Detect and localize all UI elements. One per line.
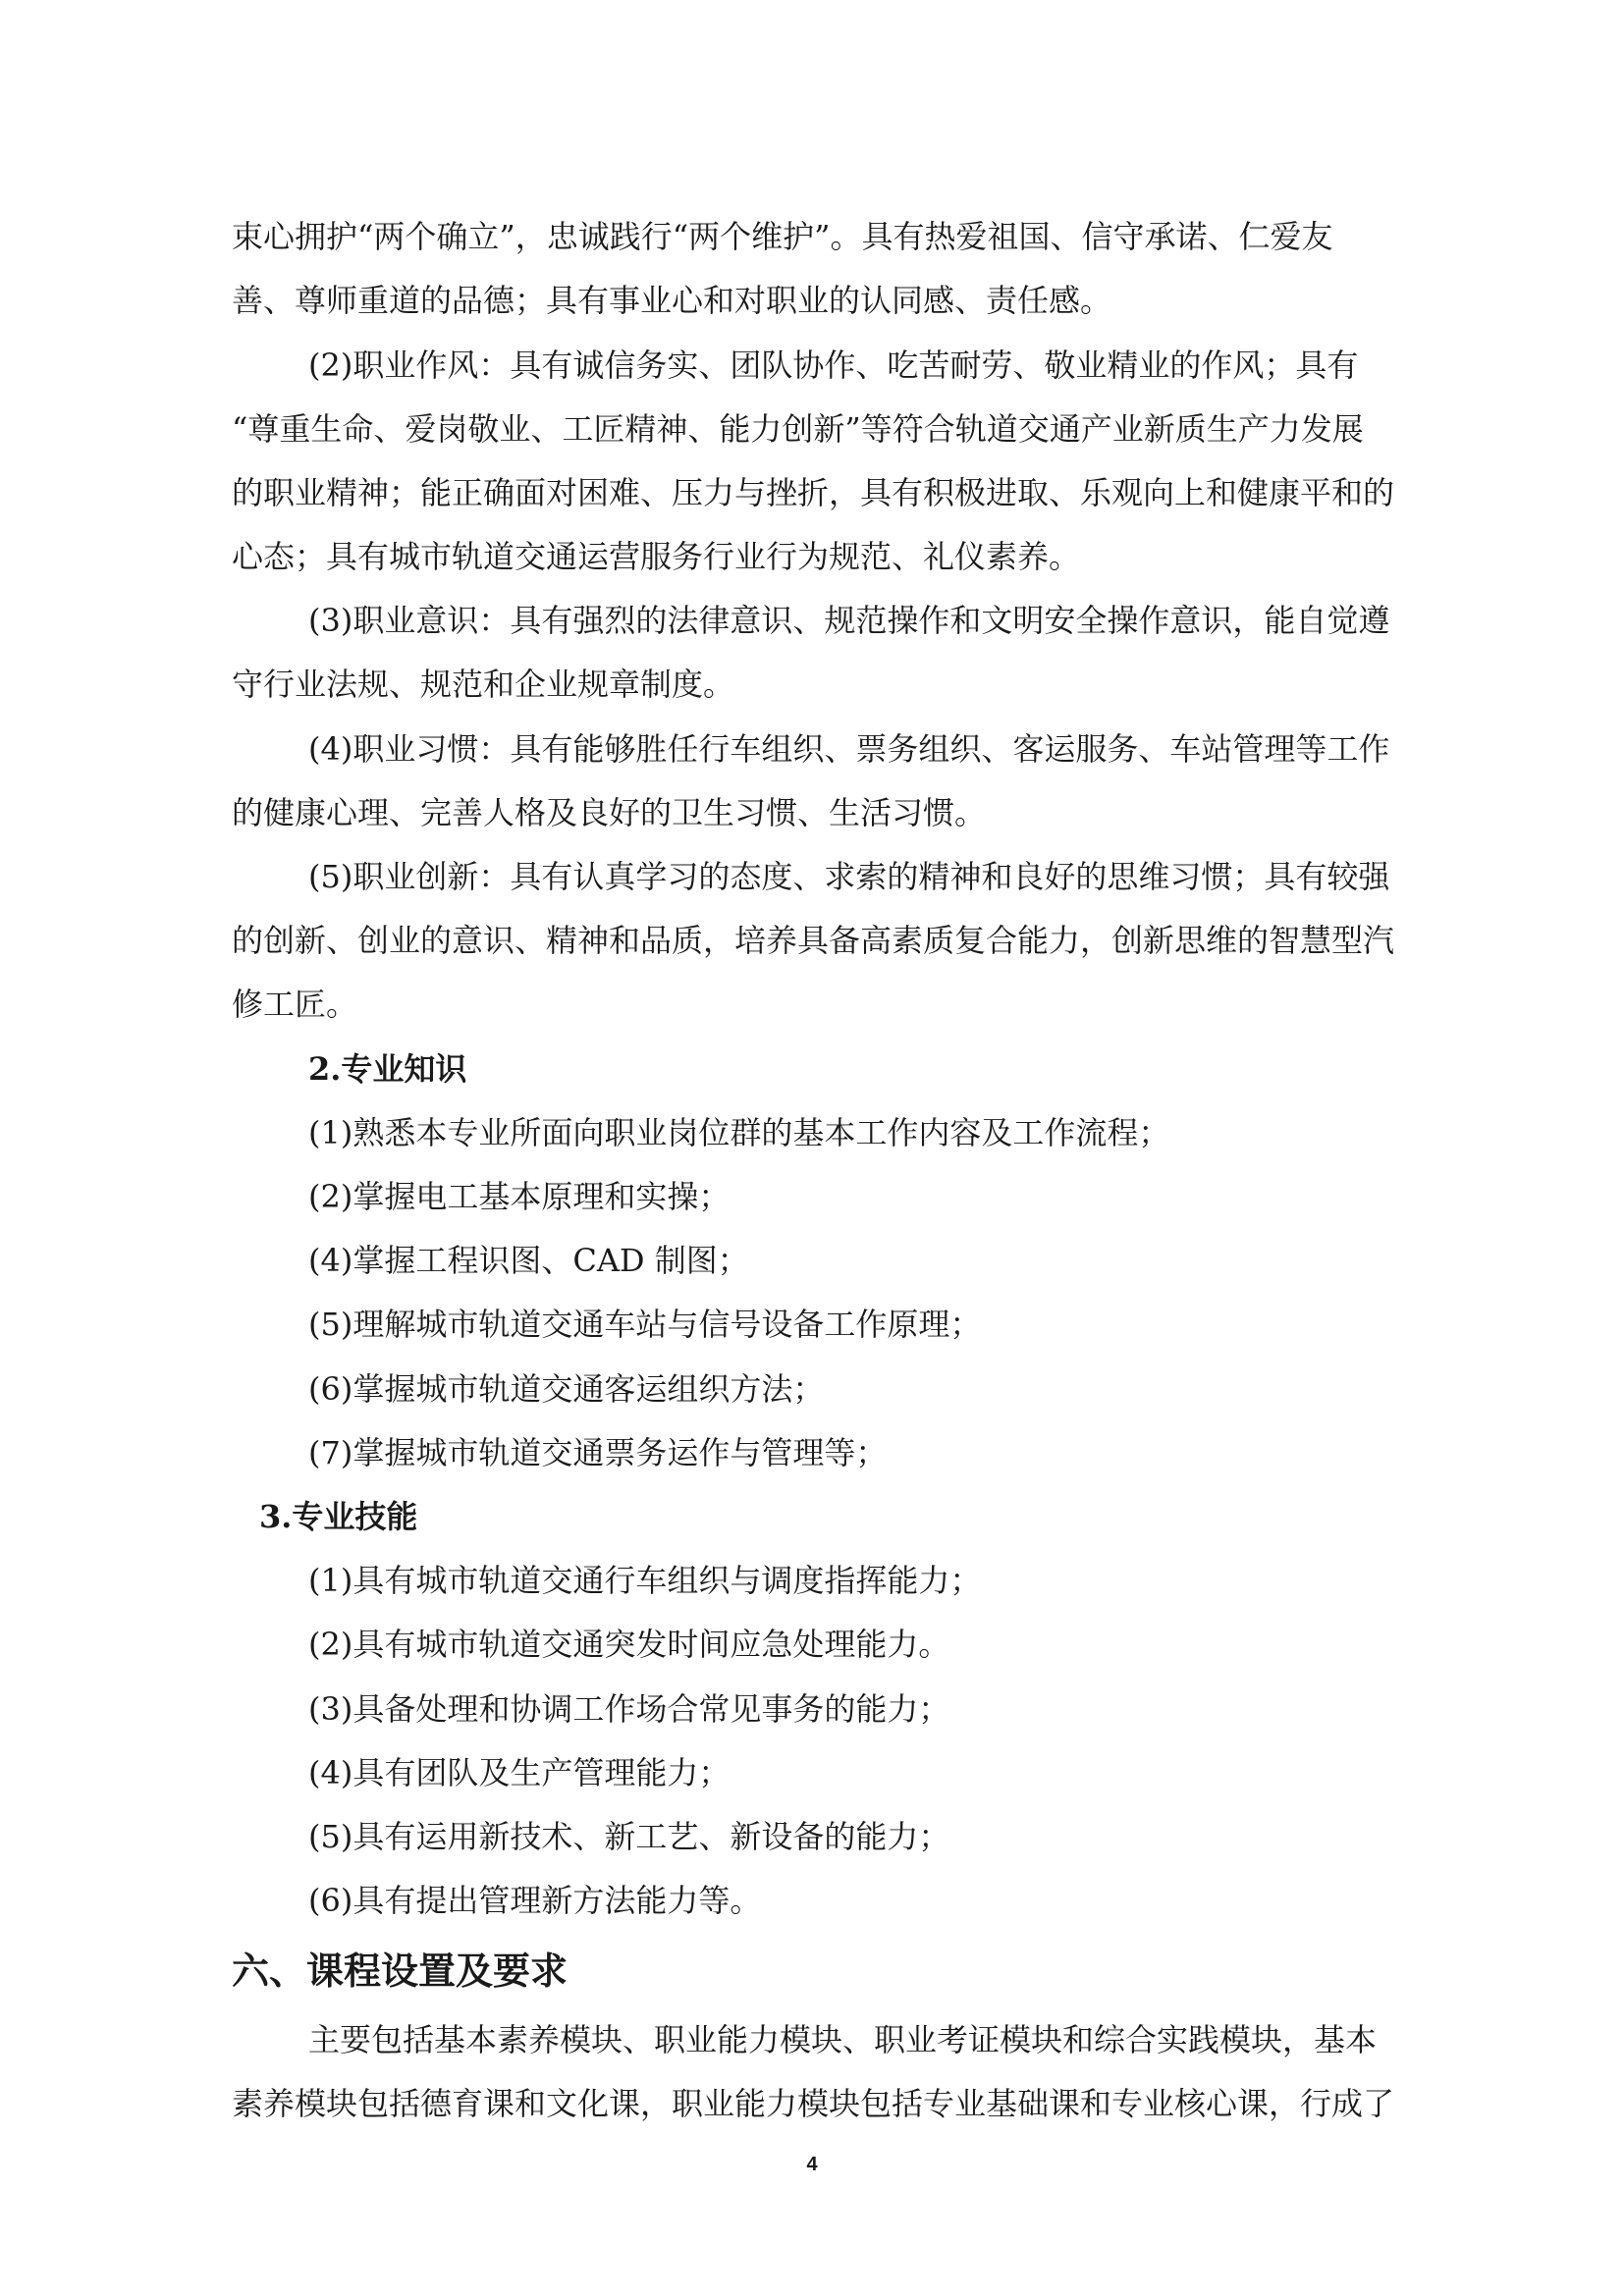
skills-item: (1)具有城市轨道交通行车组织与调度指挥能力；: [308, 1562, 982, 1599]
page-number: 4: [806, 2154, 818, 2175]
knowledge-item: (4)掌握工程识图、CAD 制图；: [308, 1242, 749, 1279]
paragraph-line: 的职业精神；能正确面对困难、压力与挫折，具有积极进取、乐观向上和健康平和的: [232, 474, 1395, 511]
knowledge-item: (5)理解城市轨道交通车站与信号设备工作原理；: [308, 1306, 982, 1343]
paragraph-line: 守行业法规、规范和企业规章制度。: [232, 666, 735, 703]
skills-item: (4)具有团队及生产管理能力；: [308, 1754, 731, 1791]
section-title: 六、课程设置及要求: [232, 1949, 568, 1993]
skills-item: (5)具有运用新技术、新工艺、新设备的能力；: [308, 1818, 950, 1855]
section-paragraph-line: 主要包括基本素养模块、职业能力模块、职业考证模块和综合实践模块，基本: [308, 2021, 1378, 2058]
paragraph-line: 束心拥护“两个确立”，忠诚践行“两个维护”。具有热爱祖国、信守承诺、仁爱友: [232, 218, 1333, 255]
paragraph-line: (3)职业意识：具有强烈的法律意识、规范操作和文明安全操作意识，能自觉遵: [308, 602, 1390, 639]
paragraph-line: (4)职业习惯：具有能够胜任行车组织、票务组织、客运服务、车站管理等工作: [308, 730, 1390, 768]
skills-item: (3)具备处理和协调工作场合常见事务的能力；: [308, 1690, 950, 1728]
paragraph-line: (5)职业创新：具有认真学习的态度、求索的精神和良好的思维习惯；具有较强: [308, 858, 1390, 895]
paragraph-line: (2)职业作风：具有诚信务实、团队协作、吃苦耐劳、敬业精业的作风；具有: [308, 347, 1359, 384]
section-paragraph-line: 素养模块包括德育课和文化课，职业能力模块包括专业基础课和专业核心课，行成了: [232, 2085, 1395, 2122]
knowledge-item: (1)熟悉本专业所面向职业岗位群的基本工作内容及工作流程；: [308, 1114, 1170, 1151]
skills-item: (6)具有提出管理新方法能力等。: [308, 1882, 762, 1919]
paragraph-line: 心态；具有城市轨道交通运营服务行业行为规范、礼仪素养。: [232, 538, 1081, 575]
paragraph-line: 的创新、创业的意识、精神和品质，培养具备高素质复合能力，创新思维的智慧型汽: [232, 922, 1395, 959]
knowledge-item: (6)掌握城市轨道交通客运组织方法；: [308, 1370, 825, 1408]
paragraph-line: 修工匠。: [232, 986, 358, 1023]
paragraph-line: 善、尊师重道的品德；具有事业心和对职业的认同感、责任感。: [232, 282, 1112, 319]
paragraph-line: “尊重生命、爱岗敬业、工匠精神、能力创新”等符合轨道交通产业新质生产力发展: [232, 410, 1364, 448]
skills-item: (2)具有城市轨道交通突发时间应急处理能力。: [308, 1626, 950, 1663]
knowledge-heading: 2.专业知识: [308, 1050, 467, 1088]
knowledge-item: (7)掌握城市轨道交通票务运作与管理等；: [308, 1434, 888, 1471]
paragraph-line: 的健康心理、完善人格及良好的卫生习惯、生活习惯。: [232, 794, 987, 831]
skills-heading: 3.专业技能: [259, 1498, 418, 1535]
knowledge-item: (2)掌握电工基本原理和实操；: [308, 1178, 731, 1215]
